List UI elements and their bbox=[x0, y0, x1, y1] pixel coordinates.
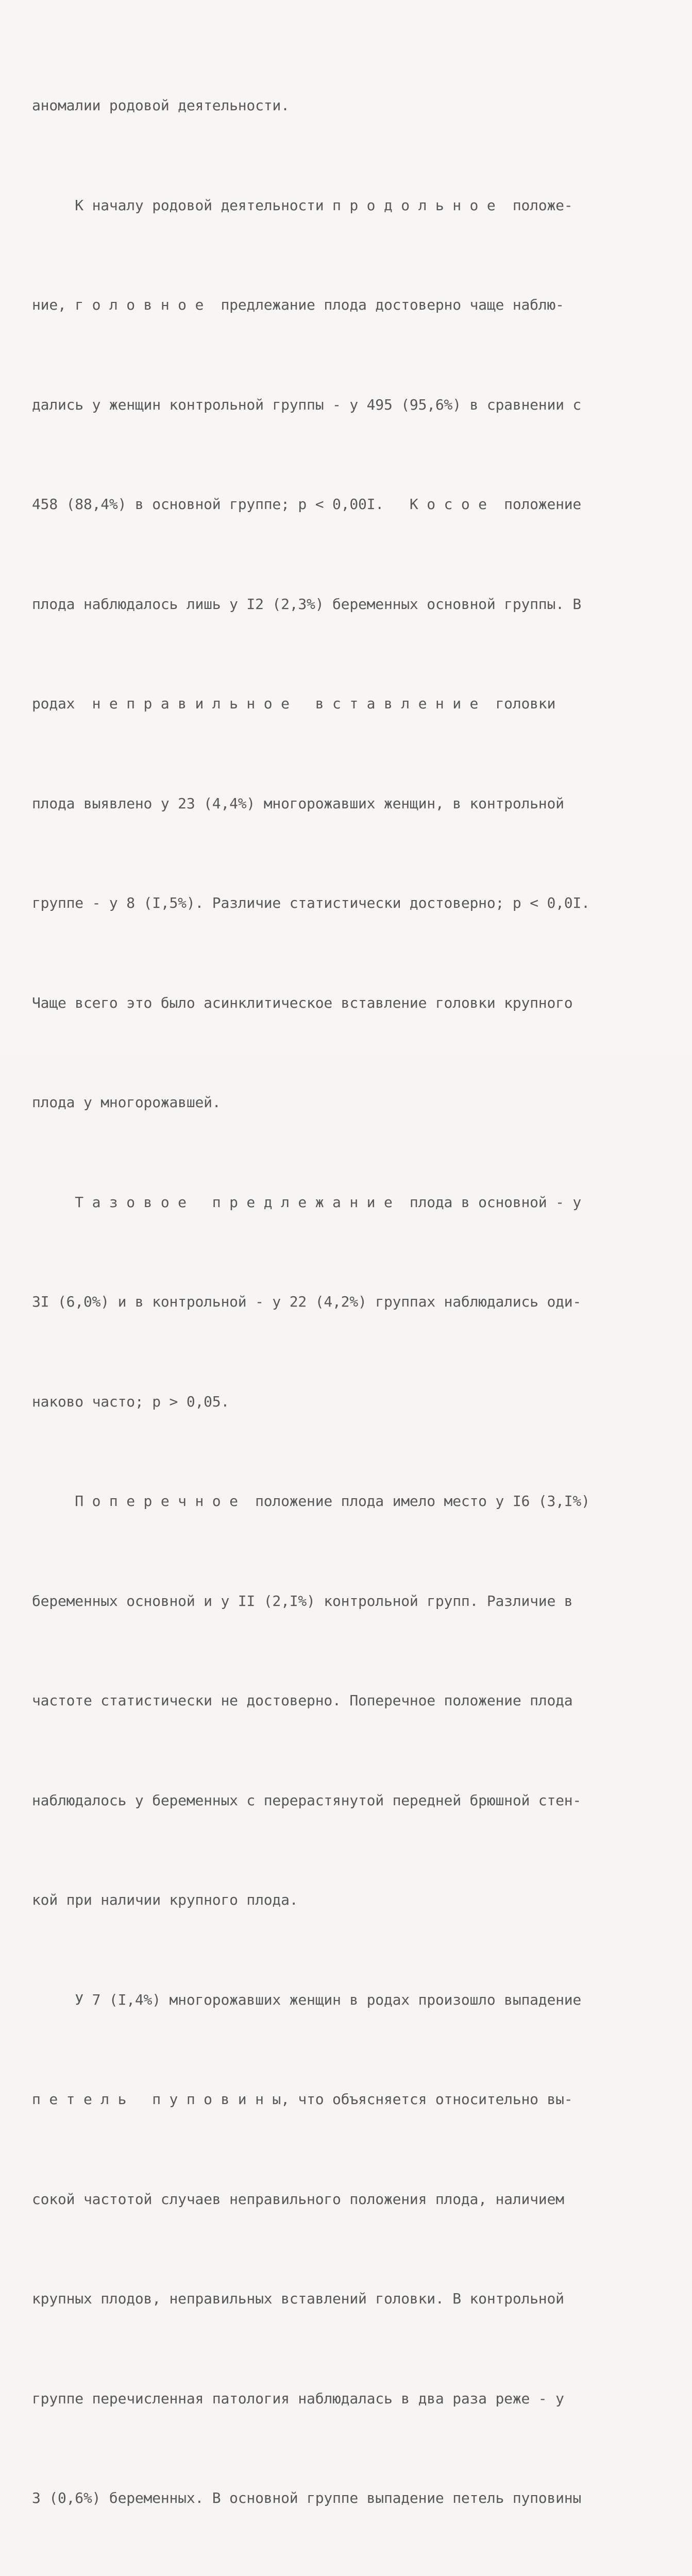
text-line: ние, г о л о в н о е предлежание плода достоверно чаще наблю- bbox=[32, 296, 564, 313]
text-line: крупных плодов, неправильных вставлений головки. В контрольной bbox=[32, 2290, 564, 2307]
text-line: Т а з о в о е п р е д л е ж а н и е плода в основной - у bbox=[32, 1193, 582, 1211]
text-line: беременных основной и у II (2,I%) контрольной групп. Различие в bbox=[32, 1592, 573, 1609]
text-line: наково часто; p > 0,05. bbox=[32, 1393, 230, 1410]
text-line: 3 (0,6%) беременных. В основной группе выпадение петель пуповины bbox=[32, 2489, 582, 2506]
text-line: группе - у 8 (I,5%). Различие статистически достоверно; p < 0,0I. bbox=[32, 894, 590, 911]
text-line: кой при наличии крупного плода. bbox=[32, 1891, 298, 1908]
text-line: группе перечисленная патология наблюдалась в два раза реже - у bbox=[32, 2389, 564, 2407]
page-text bbox=[32, 23, 669, 2576]
text-line: дались у женщин контрольной группы - у 495 (95,6%) в сравнении с bbox=[32, 396, 582, 413]
text-line: родах н е п р а в и л ь н о е в с т а в л е н и е головки bbox=[32, 695, 556, 712]
text-line: К началу родовой деятельности п р о д о л ь н о е положе- bbox=[32, 196, 573, 214]
text-line: наблюдалось у беременных с перерастянутой передней брюшной стен- bbox=[32, 1791, 582, 1809]
text-line: плода у многорожавшей. bbox=[32, 1094, 221, 1111]
text-line: П о п е р е ч н о е положение плода имело место у I6 (3,I%) bbox=[32, 1493, 590, 1510]
text-line: аномалии родовой деятельности. bbox=[32, 97, 290, 114]
text-line: плода выявлено у 23 (4,4%) многорожавших женщин, в контрольной bbox=[32, 794, 564, 812]
text-line: частоте статистически не достоверно. Поперечное положение плода bbox=[32, 1692, 573, 1709]
text-line: 3I (6,0%) и в контрольной - у 22 (4,2%) группах наблюдались оди- bbox=[32, 1293, 582, 1310]
text-line: плода наблюдалось лишь у I2 (2,3%) беременных основной группы. В bbox=[32, 595, 582, 613]
text-line: сокой частотой случаев неправильного положения плода, наличием bbox=[32, 2190, 564, 2208]
text-line: Чаще всего это было асинклитическое вставление головки крупного bbox=[32, 994, 573, 1011]
text-line: 458 (88,4%) в основной группе; p < 0,00I. К о с о е положение bbox=[32, 496, 582, 513]
text-line: п е т е л ь п у п о в и н ы, что объясняется относительно вы- bbox=[32, 2091, 573, 2108]
text-line: У 7 (I,4%) многорожавших женщин в родах произошло выпадение bbox=[32, 1991, 582, 2008]
